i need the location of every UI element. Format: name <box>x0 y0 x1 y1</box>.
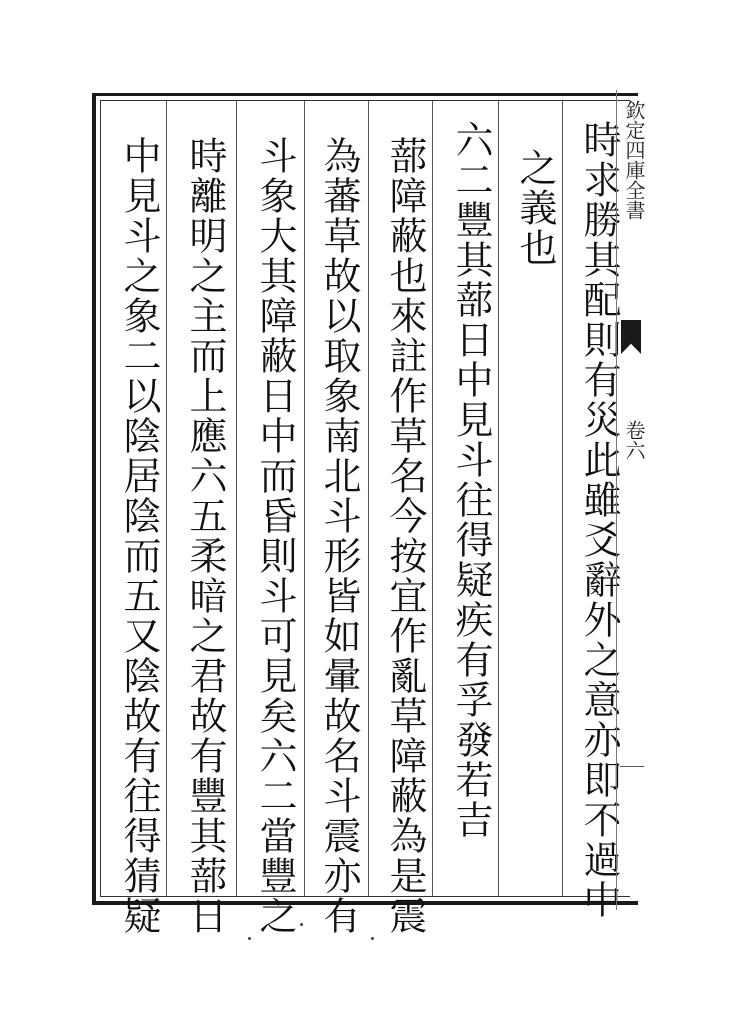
margin-tick-mark <box>620 766 644 767</box>
text-column-4: 蔀障蔽也來註作草名今按宜作亂草障蔽為是震 <box>383 136 427 936</box>
column-divider <box>236 101 237 896</box>
column-divider <box>562 101 563 896</box>
scan-speck <box>371 937 374 940</box>
column-divider <box>166 101 167 896</box>
text-column-5: 為蕃草故以取象南北斗形皆如暈故名斗震亦有 <box>317 136 361 936</box>
scan-speck <box>300 923 303 926</box>
text-column-2: 之義也 <box>513 148 557 268</box>
margin-book-title: 欽定四庫全書 <box>622 100 646 220</box>
text-column-7: 時離明之主而上應六五柔暗之君故有豐其蔀日 <box>183 136 227 936</box>
text-column-8: 中見斗之象二以陰居陰而五又陰故有往得猜疑 <box>117 136 161 936</box>
column-divider <box>304 101 305 896</box>
column-divider <box>498 101 499 896</box>
margin-rule <box>616 90 617 910</box>
margin-volume-label: 卷六 <box>622 420 646 460</box>
column-divider <box>368 101 369 896</box>
scan-speck <box>248 937 251 940</box>
text-column-1: 時求勝其配則有災此雖爻辭外之意亦即不過中 <box>577 120 621 920</box>
text-column-6: 斗象大其障蔽日中而昏則斗可見矣六二當豐之 <box>253 136 297 936</box>
column-divider <box>432 101 433 896</box>
text-column-3: 六二豐其蔀日中見斗往得疑疾有孚發若吉 <box>449 120 493 840</box>
